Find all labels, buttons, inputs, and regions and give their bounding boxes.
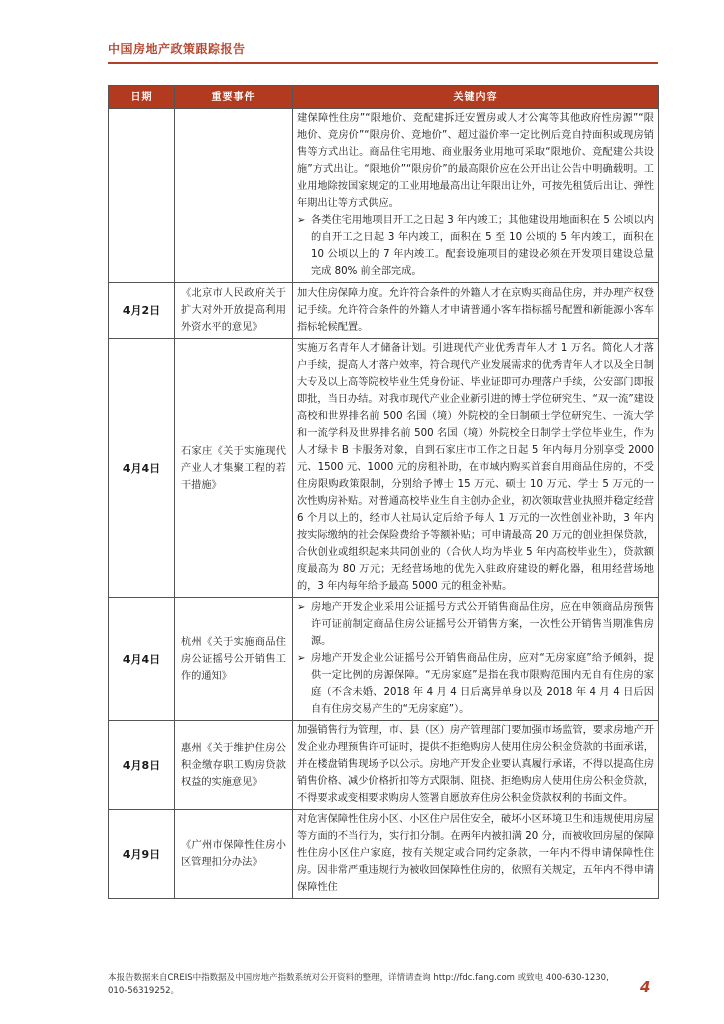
- event-name: 杭州《关于实施商品住房公证摇号公开销售工作的通知》: [175, 598, 293, 721]
- event-key-content: [293, 598, 659, 721]
- table-row: [109, 283, 659, 339]
- footer-source-note: 本报告数据来自CREIS中指数据及中国房地产指数系统对公开资料的整理，详情请查询 http://fdc.fang.com 或致电 400-630-1230, 010-56319252。: [108, 973, 609, 996]
- content-paragraph: 实施万名青年人才储备计划。引进现代产业优秀青年人才 1 万名。简化人才落户手续，提高人才落户效率，符合现代产业发展需求的优秀青年人才以及全日制大专及以上高等院校毕业生凭身份证、毕业证即可办理落户手续，公安部门即报即批，当日办结。对我市现代产业企业新引进的博士学位研究生、“双一流”建设高校和世界排名前 500 名国（境）外院校的全日制硕士学位研究生、一流大学和一流学科及世界排名前 500 名国（境）外院校全日制学士学位毕业生，作为人才绿卡 B 卡服务对象，自到石家庄市工作之日起 5 年内每月分别享受 2000 元、1500 元、1000 元的房租补助，在市域内购买首套自用商品住房的，不受住房限购政策限制，分别给予博士 15 万元、硕士 10 万元、学士 5 万元的一次性购房补贴。对普通高校毕业生自主创办企业，初次领取营业执照并稳定经营 6 个月以上的，经市人社局认定后给予每人 1 万元的一次性创业补助，3 年内按实际缴纳的社会保险费给予等额补贴；可申请最高 20 万元的创业担保贷款，合伙创业或组织起来共同创业的（合伙人均为毕业 5 年内高校毕业生），贷款额度最高为 80 万元；无经营场地的优先入驻政府建设的孵化器，租用经营场地的，3 年内每年给予最高 5000 元的租金补贴。: [297, 343, 654, 592]
- header-divider: [108, 62, 658, 64]
- event-key-content: [293, 810, 659, 899]
- page-number: 4: [640, 978, 651, 996]
- event-date: 4月8日: [109, 721, 175, 810]
- event-name: 惠州《关于维护住房公积金缴存职工购房贷款权益的实施意见》: [175, 721, 293, 810]
- bullet-arrow-icon: ➢: [297, 215, 306, 226]
- event-name: 《北京市人民政府关于扩大对外开放提高利用外资水平的意见》: [175, 283, 293, 339]
- event-key-content: [293, 339, 659, 598]
- bullet-text: 房地产开发企业采用公证摇号方式公开销售商品住房，应在申领商品房预售许可证前制定商品住房公证摇号公开销售方案，一次性公开销售当期准售房源。: [311, 602, 654, 647]
- content-bullet: [297, 599, 654, 650]
- event-date: 4月2日: [109, 283, 175, 339]
- column-header-content: 关键内容: [293, 86, 659, 109]
- event-date: 4月9日: [109, 810, 175, 899]
- content-paragraph: 加大住房保障力度。允许符合条件的外籍人才在京购买商品住房，并办理产权登记手续。允许符合条件的外籍人才申请普通小客车指标摇号配置和新能源小客车指标轮候配置。: [297, 287, 654, 333]
- event-date: 4月4日: [109, 598, 175, 721]
- policy-events-table: [108, 85, 659, 899]
- report-title: 中国房地产政策跟踪报告: [108, 42, 246, 56]
- content-paragraph: 加强销售行为管理，市、县（区）房产管理部门要加强市场监管，要求房地产开发企业办理预售许可证时，提供不拒绝购房人使用住房公积金贷款的书面承诺，并在楼盘销售现场予以公示。房地产开发企业要认真履行承诺，不得以提高住房销售价格、减少价格折扣等方式限制、阻挠、拒绝购房人使用住房公积金贷款，不得要求或变相要求购房人签署自愿放弃住房公积金贷款权利的书面文件。: [297, 725, 654, 804]
- bullet-arrow-icon: ➢: [297, 653, 306, 664]
- event-name: 《广州市保障性住房小区管理扣分办法》: [175, 810, 293, 899]
- table-header-row: [109, 86, 659, 109]
- event-key-content: [293, 283, 659, 339]
- event-name: [175, 109, 293, 283]
- table-row: [109, 339, 659, 598]
- column-header-event: 重要事件: [175, 86, 293, 109]
- event-date: 4月4日: [109, 339, 175, 598]
- content-paragraph: 对危害保障性住房小区、小区住户居住安全，破坏小区环境卫生和违规使用房屋等方面的不当行为，实行扣分制。在两年内被扣满 20 分，而被收回房屋的保障性住房小区住户家庭，按有关规定或合同约定条款，一年内不得申请保障性住房。因非常严重违规行为被收回保障性住房的，依照有关规定，五年内不得申请保障性住: [297, 814, 654, 893]
- bullet-text: 各类住宅用地项目开工之日起 3 年内竣工；其他建设用地面积在 5 公顷以内的自开工之日起 3 年内竣工，面积在 5 至 10 公顷的 5 年内竣工，面积在 10 公顷以上的 7 年内竣工。配套设施项目的建设必须在开发项目建设总量完成 80% 前全部完成。: [311, 215, 654, 277]
- bullet-arrow-icon: ➢: [297, 602, 306, 613]
- event-key-content: [293, 109, 659, 283]
- bullet-text: 房地产开发企业公证摇号公开销售商品住房，应对“无房家庭”给予倾斜，提供一定比例的房源保障。“无房家庭”是指在我市限购范围内无自有住房的家庭（不含未婚、2018 年 4 月 4 日后离异单身以及 2018 年 4 月 4 日后因自有住房交易产生的“无房家庭”）。: [311, 653, 654, 715]
- content-paragraph: 建保障性住房”“限地价、竞配建拆迁安置房或人才公寓等其他政府性房源”“限地价、竞房价”“限房价、竞地价”、超过溢价率一定比例后竞自持面积或现房销售等方式出让。商品住宅用地、商业服务业用地可采取“限地价、竞配建公共设施”方式出让。“限地价”“限房价”的最高限价应在公开出让公告中明确载明。工业用地除按国家规定的工业用地最高出让年限出让外，可按先租赁后出让、弹性年期出让等方式供应。: [297, 113, 654, 209]
- event-date: [109, 109, 175, 283]
- content-bullet: [297, 650, 654, 718]
- event-name: 石家庄《关于实施现代产业人才集聚工程的若干措施》: [175, 339, 293, 598]
- column-header-date: 日期: [109, 86, 175, 109]
- table-row: [109, 721, 659, 810]
- content-bullet: [297, 212, 654, 280]
- table-row: [109, 109, 659, 283]
- table-row: [109, 598, 659, 721]
- event-key-content: [293, 721, 659, 810]
- table-row: [109, 810, 659, 899]
